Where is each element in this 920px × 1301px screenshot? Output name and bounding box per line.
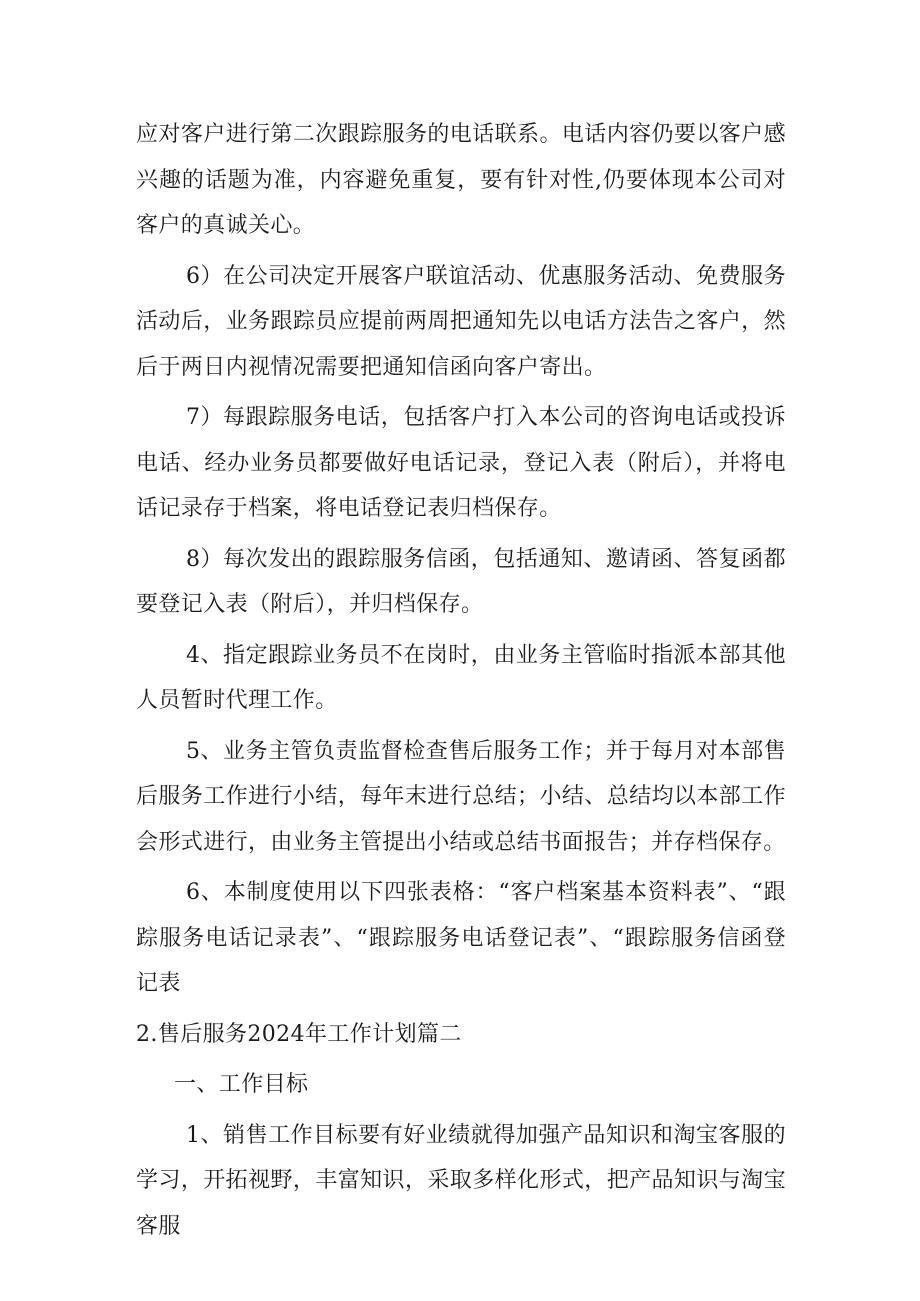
- subsection-heading: 一、工作目标: [174, 1072, 309, 1097]
- paragraph-section-5: 5、业务主管负责监督检查售后服务工作；并于每月对本部售后服务工作进行小结，每年末进行总结；小结、总结均以本部工作会形式进行，由业务主管提出小结或总结书面报告；并存档保存。: [136, 738, 786, 855]
- paragraph-item-8: 8）每次发出的跟踪服务信函，包括通知、邀请函、答复函都要登记入表（附后），并归档保存。: [136, 546, 786, 617]
- section-heading: 2.售后服务2024年工作计划篇二: [136, 1021, 462, 1047]
- paragraph-section-6: 6、本制度使用以下四张表格：“客户档案基本资料表”、“跟踪服务电话记录表”、“跟踪服务电话登记表”、“跟踪服务信函登记表: [136, 880, 786, 996]
- paragraph-item-6: 6）在公司决定开展客户联谊活动、优惠服务活动、免费服务活动后，业务跟踪员应提前两周把通知先以电话方法告之客户，然后于两日内视情况需要把通知信函向客户寄出。: [136, 263, 786, 380]
- paragraph-section-4: 4、指定跟踪业务员不在岗时，由业务主管临时指派本部其他人员暂时代理工作。: [136, 642, 786, 713]
- document-body: [136, 112, 786, 1254]
- paragraph-goal-1: 1、销售工作目标要有好业绩就得加强产品知识和淘宝客服的学习，开拓视野，丰富知识，采取多样化形式，把产品知识与淘宝客服: [136, 1122, 786, 1239]
- paragraph-item-7: 7）每跟踪服务电话，包括客户打入本公司的咨询电话或投诉电话、经办业务员都要做好电话记录，登记入表（附后），并将电话记录存于档案，将电话登记表归档保存。: [136, 405, 786, 521]
- paragraph-continuation: 应对客户进行第二次跟踪服务的电话联系。电话内容仍要以客户感兴趣的话题为准，内容避免重复，要有针对性,仍要体现本公司对客户的真诚关心。: [136, 122, 786, 238]
